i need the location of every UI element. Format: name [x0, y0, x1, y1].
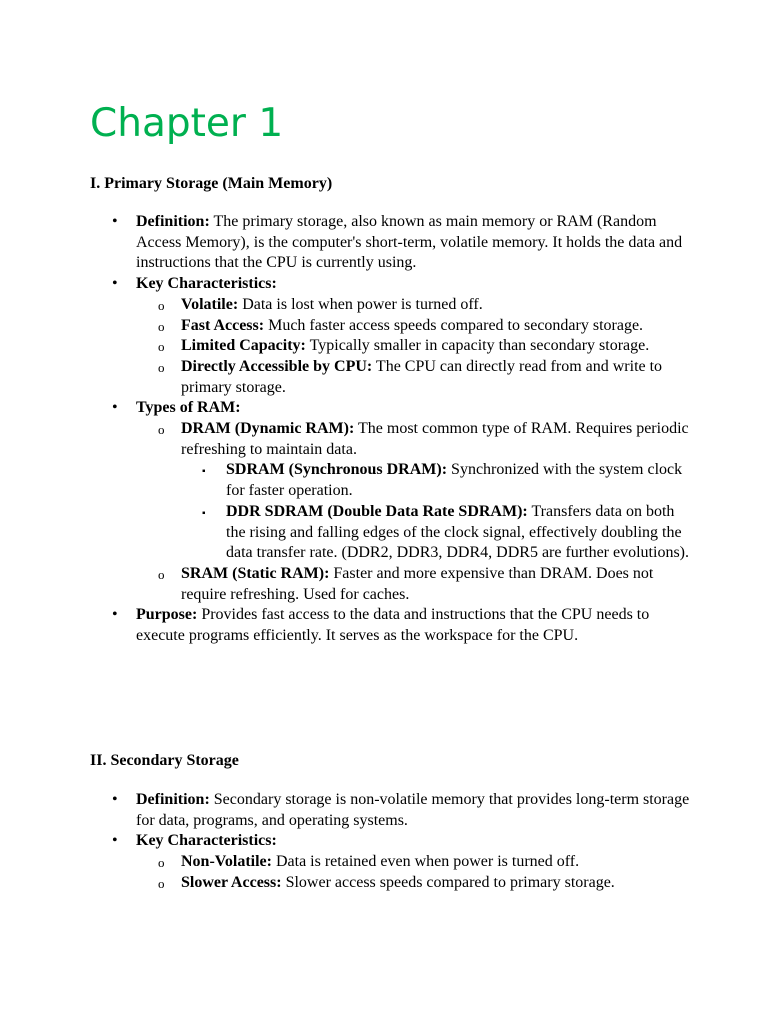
item-term: DRAM (Dynamic RAM): — [181, 420, 355, 438]
item-term: Fast Access: — [181, 316, 265, 334]
item-term: Key Characteristics: — [136, 275, 277, 293]
circle-marker: o — [158, 855, 165, 871]
item-term: Volatile: — [181, 295, 239, 313]
item-text: The primary storage, also known as main memory or RAM (Random Access Memory), is the computer's short-term, volatile memory. It holds the data and instructions that the CPU is currently using. — [136, 213, 683, 272]
bullet-marker: • — [112, 213, 118, 230]
list-item-limited-capacity — [90, 336, 690, 357]
item-term: Definition: — [136, 791, 210, 808]
bullet-marker: • — [112, 832, 118, 850]
list-item-definition — [90, 790, 690, 831]
bullet-marker: • — [112, 606, 118, 624]
list-item-volatile — [90, 295, 690, 316]
item-term: Types of RAM: — [136, 399, 241, 417]
secondary-storage-list — [90, 790, 690, 894]
circle-marker: o — [158, 422, 165, 438]
list-item-sdram — [90, 460, 690, 501]
item-term: Slower Access: — [181, 873, 282, 891]
bullet-marker: • — [112, 791, 118, 808]
list-item-sram — [90, 564, 690, 605]
item-term: Directly Accessible by CPU: — [181, 357, 373, 375]
circle-marker: o — [158, 566, 165, 582]
item-text: The most common type of RAM. Requires periodic refreshing to maintain data. — [181, 420, 689, 458]
item-text: Transfers data on both the rising and falling edges of the clock signal, effectively doubling the data transfer rate. (DDR2, DDR3, DDR4, DDR5 are further evolutions). — [226, 502, 689, 562]
circle-marker: o — [158, 875, 165, 891]
list-item-dram — [90, 419, 690, 460]
item-text: Typically smaller in capacity than secondary storage. — [305, 337, 650, 355]
item-text: Faster and more expensive than DRAM. Does not require refreshing. Used for caches. — [181, 564, 654, 603]
list-item-non-volatile — [90, 852, 690, 873]
item-term: Non-Volatile: — [181, 853, 272, 871]
item-term: SRAM (Static RAM): — [181, 564, 330, 582]
item-term: Key Characteristics: — [136, 832, 277, 850]
list-item-key-characteristics — [90, 831, 690, 852]
list-item-key-characteristics — [90, 274, 690, 295]
item-text: Provides fast access to the data and instructions that the CPU needs to execute programs efficiently. It serves as the workspace for the CPU. — [136, 606, 650, 645]
list-item-slower-access — [90, 873, 690, 894]
list-item-types-of-ram — [90, 398, 690, 419]
section-heading-secondary-storage: II. Secondary Storage — [90, 752, 239, 769]
chapter-title: Chapter 1 — [90, 101, 284, 146]
item-text: Synchronized with the system clock for faster operation. — [226, 461, 683, 500]
list-item-ddr-sdram — [90, 502, 690, 564]
bullet-marker: • — [112, 275, 118, 293]
circle-marker: o — [158, 318, 165, 334]
square-marker: ▪ — [202, 507, 206, 519]
item-term: Limited Capacity: — [181, 337, 306, 355]
list-item-definition — [90, 212, 690, 274]
item-text: Data is retained even when power is turned off. — [271, 853, 580, 871]
bullet-marker: • — [112, 399, 118, 417]
circle-marker: o — [158, 297, 165, 313]
item-text: The CPU can directly read from and write to primary storage. — [181, 357, 663, 396]
list-item-fast-access — [90, 316, 690, 337]
circle-marker: o — [158, 339, 165, 355]
item-text: Secondary storage is non-volatile memory that provides long-term storage for data, programs, and operating systems. — [136, 791, 690, 829]
item-term: Purpose: — [136, 606, 198, 624]
list-item-directly-accessible — [90, 357, 690, 398]
circle-marker: o — [158, 359, 165, 375]
item-term: Definition: — [136, 213, 210, 230]
list-item-purpose — [90, 605, 690, 646]
primary-storage-list — [90, 212, 690, 647]
item-text: Much faster access speeds compared to secondary storage. — [264, 316, 644, 334]
item-text: Data is lost when power is turned off. — [238, 295, 483, 313]
square-marker: ▪ — [202, 466, 206, 478]
item-term: SDRAM (Synchronous DRAM): — [226, 461, 448, 479]
item-term: DDR SDRAM (Double Data Rate SDRAM): — [226, 502, 528, 520]
section-heading-primary-storage: I. Primary Storage (Main Memory) — [90, 175, 333, 192]
item-text: Slower access speeds compared to primary storage. — [281, 873, 615, 891]
